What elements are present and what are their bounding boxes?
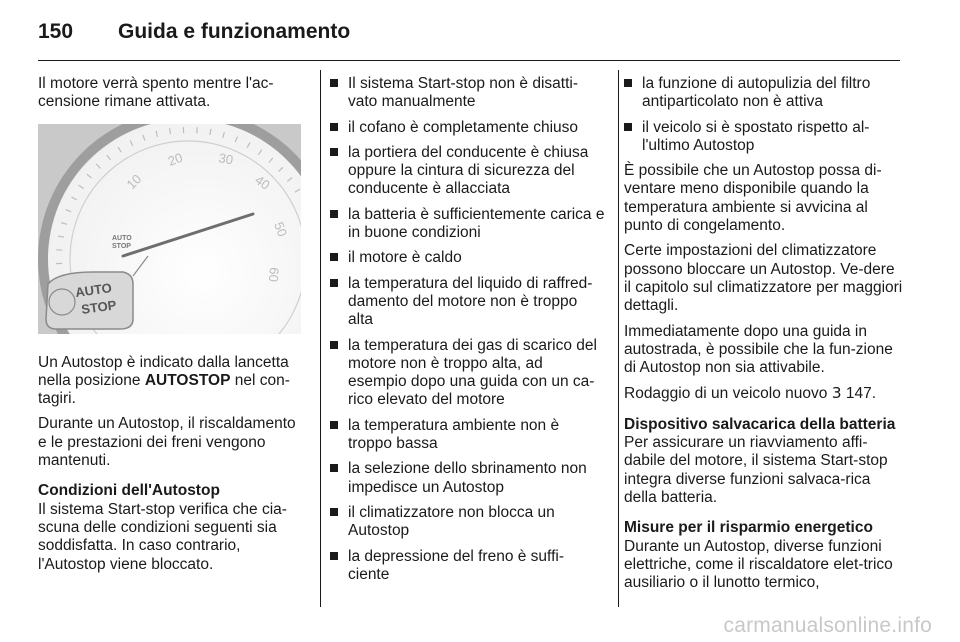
list-item-text: la selezione dello sbrinamento non impedisce un Autostop — [348, 460, 587, 496]
column-divider-2 — [618, 70, 619, 607]
column-right — [624, 75, 904, 599]
list-item — [330, 548, 605, 585]
bullet-icon — [330, 341, 338, 349]
bullet-icon — [330, 464, 338, 472]
list-item-text: la temperatura ambiente non è troppo bassa — [348, 416, 560, 453]
list-item — [624, 119, 904, 156]
autostop-keyword: AUTOSTOP — [144, 371, 231, 389]
climate-paragraph: Certe impostazioni del climatizzatore possono bloccare un Autostop. Ve-dere il capitolo sul climatizzatore per maggiori dettagli. — [624, 242, 903, 315]
list-item — [330, 75, 605, 112]
tachometer-illustration — [38, 124, 301, 334]
list-item-text: il climatizzatore non blocca un Autostop — [348, 503, 555, 540]
page-number: 150 — [38, 20, 74, 43]
tick-label-10: 10 — [123, 170, 145, 192]
bullet-icon — [330, 210, 338, 218]
list-item — [624, 75, 904, 112]
zoom-autostop-label-line1: AUTO — [74, 279, 113, 300]
list-item-text: la batteria è sufficientemente carica e in buone condizioni — [348, 205, 605, 242]
list-item — [330, 460, 605, 497]
page-header — [38, 20, 350, 44]
dial-tick — [170, 128, 171, 134]
list-item-text: il veicolo si è spostato rispetto al-l'ultimo Autostop — [642, 118, 870, 154]
header-rule — [38, 60, 900, 61]
tachometer-figure — [38, 124, 301, 334]
break-in-paragraph — [624, 384, 904, 403]
needle-autostop-label-line2: STOP — [112, 242, 131, 250]
list-item — [330, 119, 605, 137]
bullet-icon — [330, 508, 338, 516]
text-span: Rodaggio di un veicolo nuovo — [624, 385, 832, 403]
bullet-icon — [330, 123, 338, 131]
page-reference-link[interactable]: 147. — [841, 385, 877, 403]
tick-label-30: 30 — [217, 149, 235, 168]
column-divider-1 — [320, 70, 321, 607]
energy-paragraph: Durante un Autostop, diverse funzioni elettriche, come il riscaldatore elet-trico ausiliario o il lunotto termico, — [624, 537, 893, 592]
tick-label-20: 20 — [165, 149, 185, 169]
list-item — [330, 337, 605, 410]
list-item — [330, 206, 605, 243]
section-heading-energy: Misure per il risparmio energetico — [624, 519, 873, 537]
list-item — [330, 504, 605, 541]
intro-paragraph: Il motore verrà spento mentre l'ac-censione rimane attivata. — [38, 75, 274, 111]
conditions-list — [330, 75, 605, 584]
list-item — [330, 249, 605, 267]
list-item-text: la portiera del conducente è chiusa oppure la cintura di sicurezza del conducente è allacciata — [348, 143, 589, 198]
page-reference-arrow-icon: 3 — [831, 384, 842, 403]
conditions-paragraph: Il sistema Start-stop verifica che cia-scuna delle condizioni seguenti sia soddisfatta. In caso contrario, l'Autostop viene bloccato. — [38, 500, 287, 573]
list-item — [330, 275, 605, 330]
list-item-text: la funzione di autopulizia del filtro antiparticolato non è attiva — [642, 75, 871, 111]
bullet-icon — [330, 79, 338, 87]
freezing-paragraph: È possibile che un Autostop possa di-ventare meno disponibile quando la temperatura ambiente si avvicina al punto di congelamento. — [624, 162, 882, 235]
list-item — [330, 417, 605, 454]
motorway-paragraph: Immediatamente dopo una guida in autostrada, è possibile che la fun-zione di Autostop non sia attivabile. — [624, 322, 893, 377]
list-item-text: la temperatura dei gas di scarico del motore non è troppo alta, ad esempio dopo una guida con un ca-rico elevato del motore — [348, 336, 597, 409]
bullet-icon — [330, 148, 338, 156]
zoom-autostop-label-line2: STOP — [80, 296, 118, 317]
text-span: Un Autostop è indicato dalla lancetta nella posizione — [38, 353, 289, 389]
bullet-icon — [330, 279, 338, 287]
bullet-icon — [624, 79, 632, 87]
list-item-text: la temperatura del liquido di raffred-damento del motore non è troppo alta — [348, 274, 593, 329]
list-item-text: il cofano è completamente chiuso — [348, 118, 579, 136]
tick-label-40: 40 — [252, 171, 273, 193]
bullet-icon — [330, 421, 338, 429]
column-left — [38, 75, 308, 581]
list-item — [330, 144, 605, 199]
column-middle — [330, 75, 605, 591]
autostop-indication-paragraph — [38, 354, 308, 409]
list-item-text: il motore è caldo — [348, 249, 462, 267]
section-heading-battery: Dispositivo salvacarica della batteria — [624, 415, 896, 433]
list-item-text: la depressione del freno è suffi-ciente — [348, 547, 564, 583]
watermark: carmanualsonline.info — [723, 614, 932, 637]
list-item-text: Il sistema Start-stop non è disatti-vato manualmente — [348, 75, 579, 111]
tick-label-60: 60 — [265, 266, 282, 283]
bullet-icon — [330, 552, 338, 560]
battery-paragraph: Per assicurare un riavviamento affi-dabile del motore, il sistema Start-stop integra diverse funzioni salvaca-rica della batteria. — [624, 434, 888, 506]
bullet-icon — [330, 253, 338, 261]
needle-autostop-label-line1: AUTO — [112, 234, 132, 242]
text-span: nel con-tagiri. — [38, 371, 290, 408]
tick-label-50: 50 — [271, 219, 291, 239]
bullet-icon — [624, 123, 632, 131]
heating-paragraph: Durante un Autostop, il riscaldamento e le prestazioni dei freni vengono mantenuti. — [38, 415, 296, 470]
conditions-list-continued — [624, 75, 904, 155]
chapter-title: Guida e funzionamento — [118, 20, 351, 43]
section-heading-conditions: Condizioni dell'Autostop — [38, 482, 220, 500]
